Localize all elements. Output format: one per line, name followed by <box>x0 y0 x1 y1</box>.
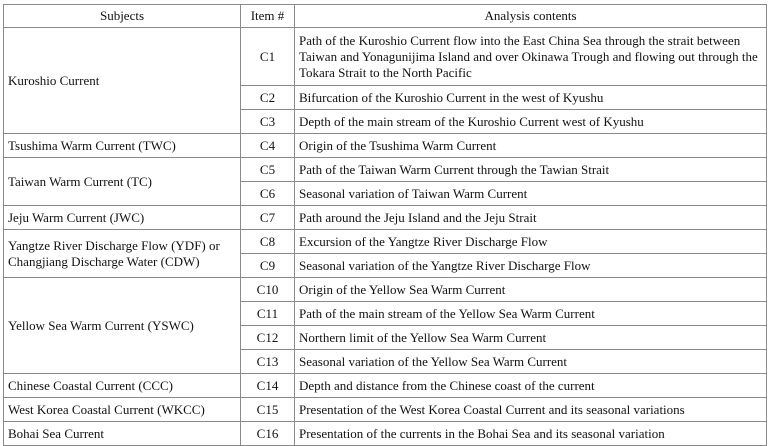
item-id: C6 <box>241 182 295 206</box>
subject-cell: West Korea Coastal Current (WKCC) <box>4 398 241 422</box>
analysis-content: Origin of the Tsushima Warm Current <box>295 134 767 158</box>
header-subjects: Subjects <box>4 5 241 28</box>
subject-cell: Jeju Warm Current (JWC) <box>4 206 241 230</box>
subject-cell: Tsushima Warm Current (TWC) <box>4 134 241 158</box>
item-id: C9 <box>241 254 295 278</box>
analysis-content: Presentation of the currents in the Bohai Sea and its seasonal variation <box>295 422 767 446</box>
table-row <box>4 134 767 158</box>
item-id: C8 <box>241 230 295 254</box>
item-id: C7 <box>241 206 295 230</box>
table-row <box>4 158 767 182</box>
item-id: C10 <box>241 278 295 302</box>
item-id: C13 <box>241 350 295 374</box>
item-id: C3 <box>241 110 295 134</box>
item-id: C5 <box>241 158 295 182</box>
analysis-content: Northern limit of the Yellow Sea Warm Current <box>295 326 767 350</box>
analysis-content: Origin of the Yellow Sea Warm Current <box>295 278 767 302</box>
analysis-content: Seasonal variation of the Yangtze River Discharge Flow <box>295 254 767 278</box>
subject-cell: Yangtze River Discharge Flow (YDF) or Changjiang Discharge Water (CDW) <box>4 230 241 278</box>
item-id: C12 <box>241 326 295 350</box>
table-row <box>4 398 767 422</box>
header-item: Item # <box>241 5 295 28</box>
analysis-content: Path of the Taiwan Warm Current through the Tawian Strait <box>295 158 767 182</box>
item-id: C16 <box>241 422 295 446</box>
subject-cell: Yellow Sea Warm Current (YSWC) <box>4 278 241 374</box>
subject-cell: Bohai Sea Current <box>4 422 241 446</box>
item-id: C1 <box>241 28 295 86</box>
item-id: C11 <box>241 302 295 326</box>
table-row <box>4 206 767 230</box>
analysis-content: Presentation of the West Korea Coastal Current and its seasonal variations <box>295 398 767 422</box>
subject-cell: Kuroshio Current <box>4 28 241 134</box>
table-row <box>4 28 767 86</box>
analysis-content: Bifurcation of the Kuroshio Current in the west of Kyushu <box>295 86 767 110</box>
header-analysis-contents: Analysis contents <box>295 5 767 28</box>
item-id: C2 <box>241 86 295 110</box>
analysis-content: Path around the Jeju Island and the Jeju Strait <box>295 206 767 230</box>
table-row <box>4 374 767 398</box>
analysis-content: Seasonal variation of the Yellow Sea Warm Current <box>295 350 767 374</box>
table-body <box>4 28 767 446</box>
analysis-table <box>3 4 767 446</box>
subject-cell: Taiwan Warm Current (TC) <box>4 158 241 206</box>
subject-cell: Chinese Coastal Current (CCC) <box>4 374 241 398</box>
item-id: C14 <box>241 374 295 398</box>
analysis-content: Path of the main stream of the Yellow Sea Warm Current <box>295 302 767 326</box>
table-row <box>4 422 767 446</box>
item-id: C4 <box>241 134 295 158</box>
analysis-content: Path of the Kuroshio Current flow into the East China Sea through the strait between Taiwan and Yonagunijima Island and over Okinawa Trough and flowing out through the Tokara Strait to the North Pacific <box>295 28 767 86</box>
analysis-content: Depth of the main stream of the Kuroshio Current west of Kyushu <box>295 110 767 134</box>
analysis-content: Seasonal variation of Taiwan Warm Current <box>295 182 767 206</box>
item-id: C15 <box>241 398 295 422</box>
analysis-content: Depth and distance from the Chinese coast of the current <box>295 374 767 398</box>
table-row <box>4 230 767 254</box>
table-row <box>4 278 767 302</box>
analysis-content: Excursion of the Yangtze River Discharge Flow <box>295 230 767 254</box>
header-row <box>4 5 767 28</box>
